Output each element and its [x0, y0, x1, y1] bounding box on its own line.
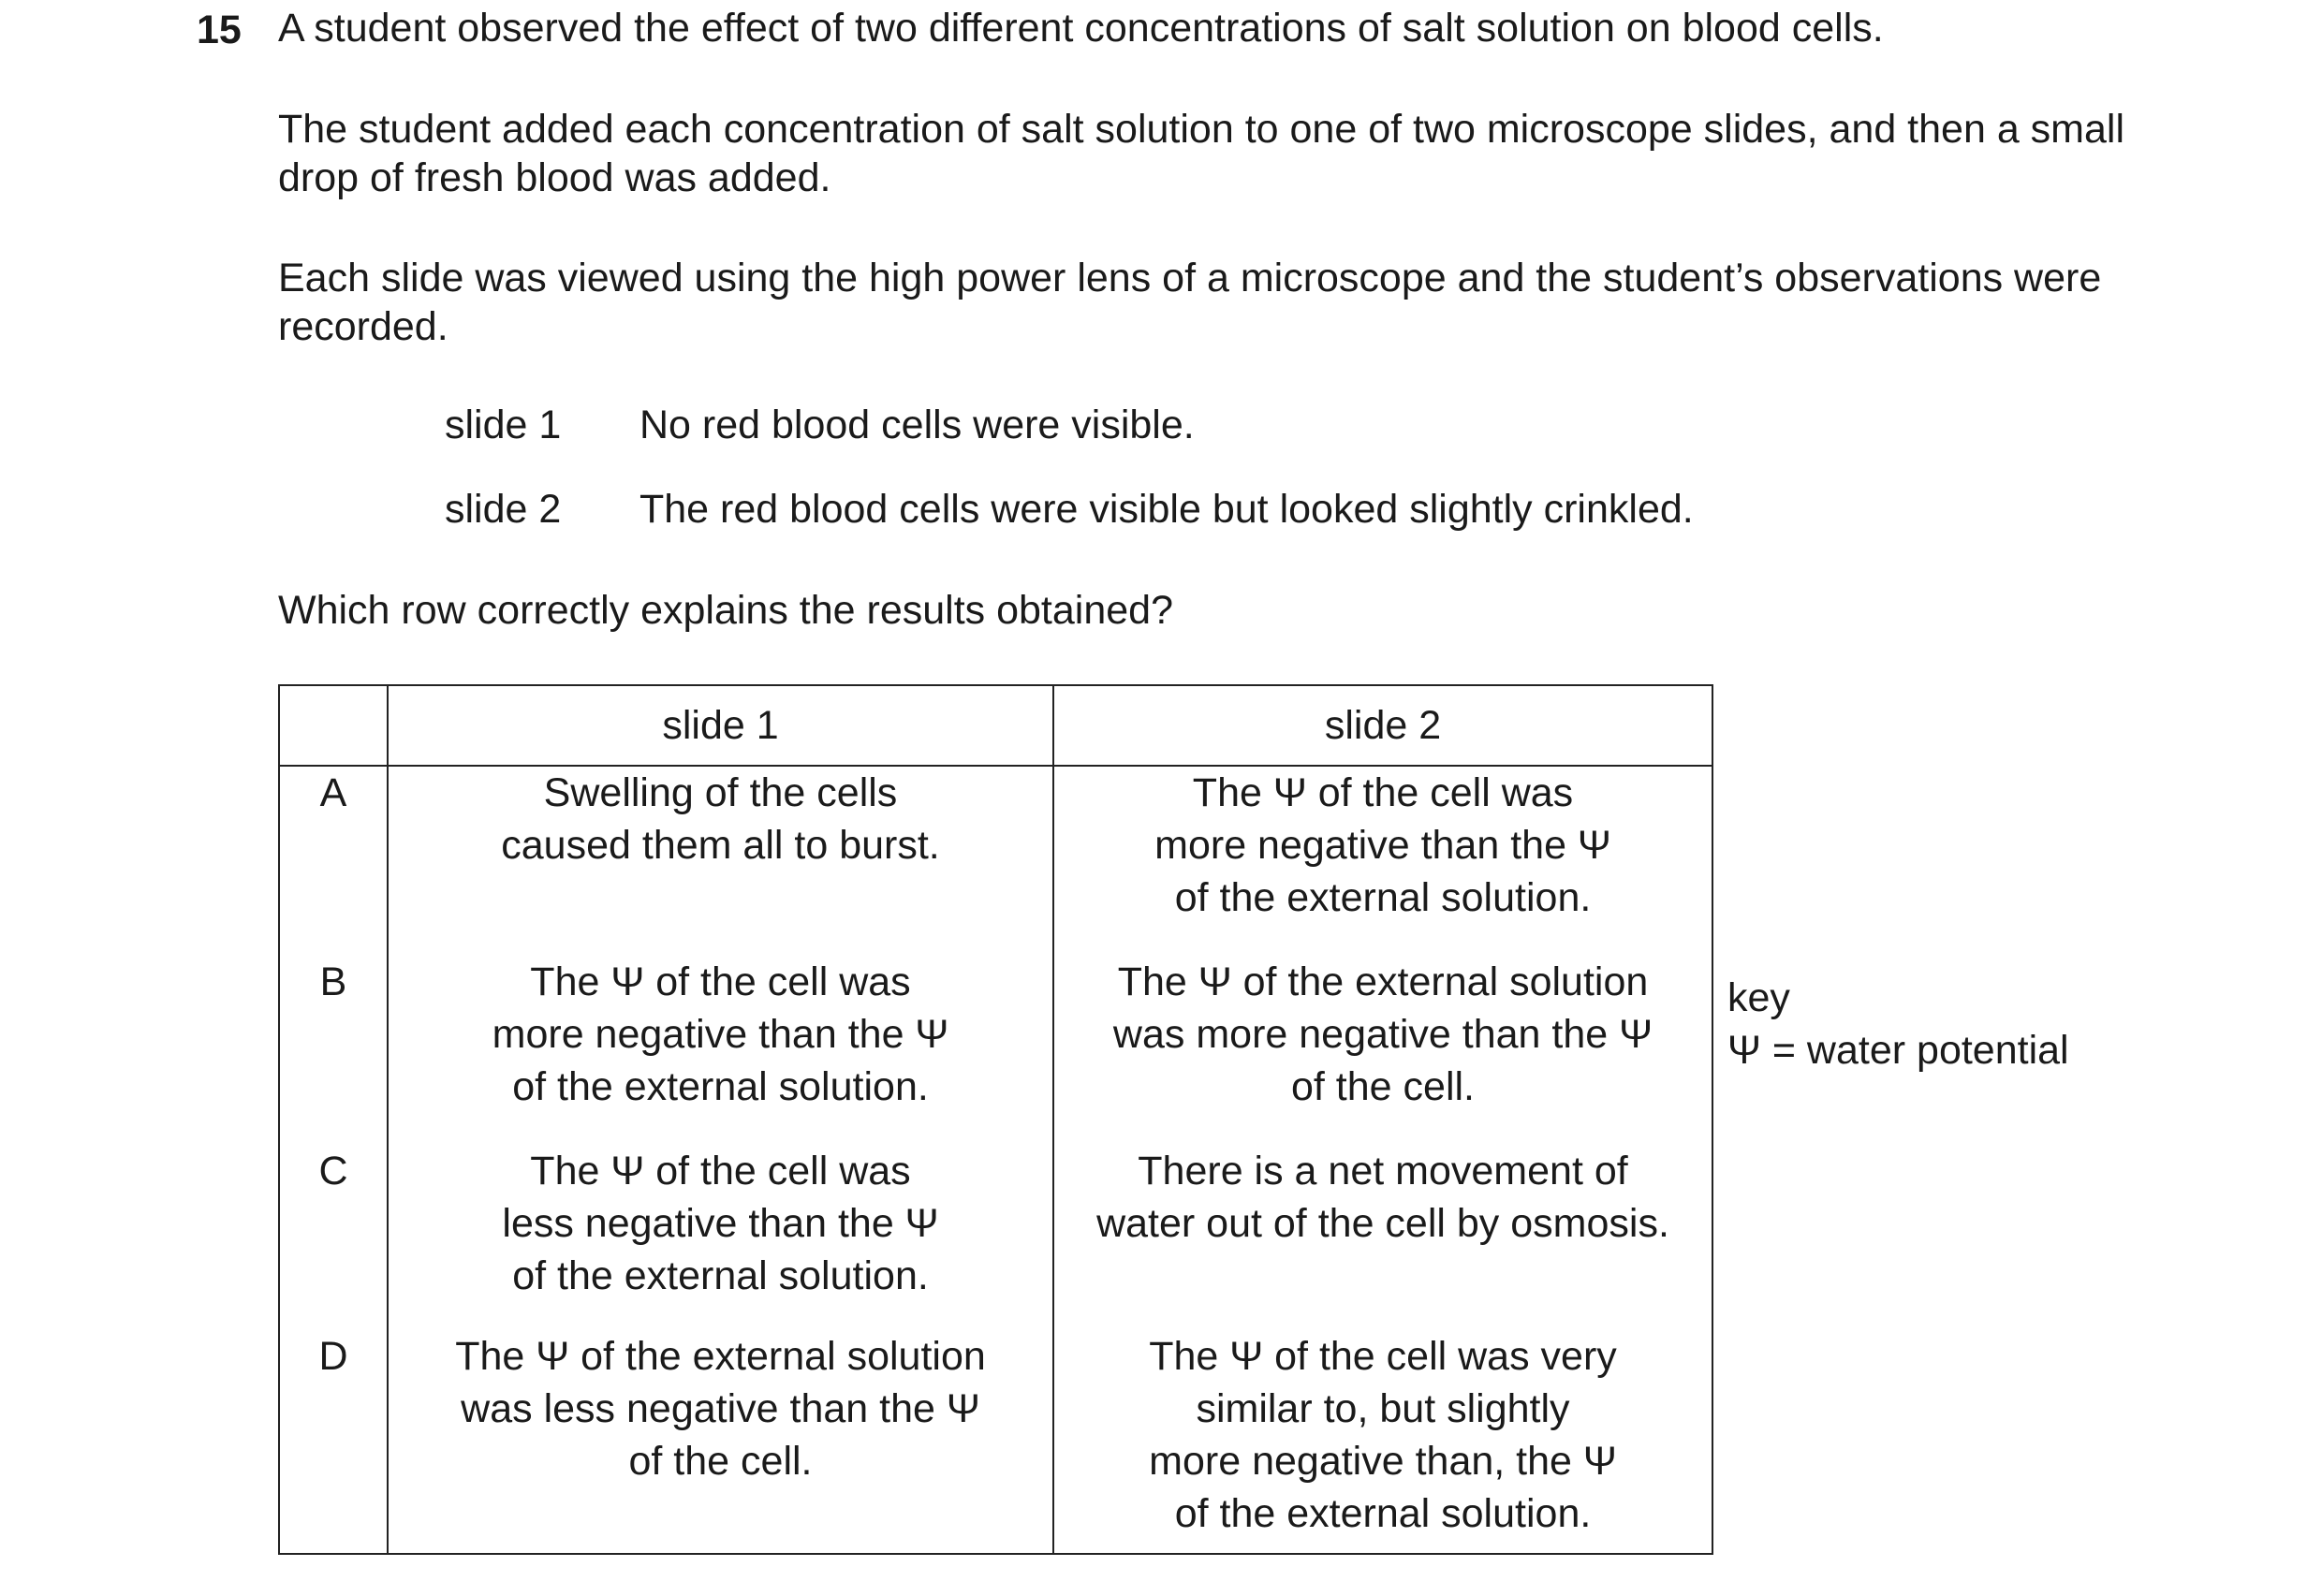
option-slide-1-explanation — [388, 766, 1053, 956]
option-slide-1-explanation — [388, 1145, 1053, 1330]
cell-line: of the external solution. — [512, 1253, 929, 1298]
cell-line: The Ψ of the cell was — [530, 1149, 911, 1193]
cell-line: of the external solution. — [1174, 875, 1592, 920]
cell-line: more negative than the Ψ — [1154, 823, 1611, 868]
option-letter: B — [279, 956, 388, 1145]
cell-line: caused them all to burst. — [501, 823, 940, 868]
option-slide-2-explanation — [1053, 1330, 1712, 1554]
cell-line: similar to, but slightly — [1196, 1386, 1570, 1431]
cell-line: of the cell. — [1291, 1064, 1475, 1109]
cell-line: The Ψ of the external solution — [455, 1334, 986, 1379]
observation-label: slide 2 — [445, 487, 562, 532]
option-slide-2-explanation — [1053, 766, 1712, 956]
question-number: 15 — [197, 7, 242, 52]
option-row-a[interactable] — [279, 766, 1712, 956]
header-slide-1: slide 1 — [388, 685, 1053, 766]
option-slide-2-explanation — [1053, 1145, 1712, 1330]
observation-slide-2 — [445, 483, 1694, 535]
question-viewing: Each slide was viewed using the high power lens of a microscope and the student’s observations were recorded. — [278, 256, 2102, 349]
option-letter: D — [279, 1330, 388, 1554]
cell-line: There is a net movement of — [1138, 1149, 1628, 1193]
cell-line: The Ψ of the cell was very — [1149, 1334, 1617, 1379]
option-letter: A — [279, 766, 388, 956]
header-slide-2: slide 2 — [1053, 685, 1712, 766]
option-letter: C — [279, 1145, 388, 1330]
key-entry: Ψ = water potential — [1727, 1028, 2069, 1073]
cell-line: Swelling of the cells — [543, 770, 898, 815]
cell-line: of the external solution. — [1174, 1491, 1592, 1536]
option-slide-1-explanation — [388, 1330, 1053, 1554]
question-intro: A student observed the effect of two different concentrations of salt solution on blood cells. — [278, 6, 1884, 51]
cell-line: of the external solution. — [512, 1064, 929, 1109]
observation-slide-1 — [445, 399, 1195, 451]
key-title: key — [1727, 975, 1790, 1020]
option-slide-2-explanation — [1053, 956, 1712, 1145]
option-row-c[interactable] — [279, 1145, 1712, 1330]
cell-line: less negative than the Ψ — [502, 1201, 939, 1246]
observation-text: The red blood cells were visible but looked slightly crinkled. — [639, 487, 1694, 532]
table-header-row — [279, 685, 1712, 766]
observation-text: No red blood cells were visible. — [639, 403, 1195, 447]
option-row-b[interactable] — [279, 956, 1712, 1145]
answer-options-table — [278, 684, 1713, 1555]
cell-line: more negative than, the Ψ — [1149, 1439, 1617, 1484]
cell-line: The Ψ of the external solution — [1117, 959, 1649, 1004]
cell-line: The Ψ of the cell was — [530, 959, 911, 1004]
cell-line: of the cell. — [628, 1439, 813, 1484]
header-letter — [279, 685, 388, 766]
question-method: The student added each concentration of salt solution to one of two microscope slides, and then a small drop of fresh blood was added. — [278, 107, 2125, 200]
cell-line: The Ψ of the cell was — [1192, 770, 1574, 815]
question-prompt: Which row correctly explains the results obtained? — [278, 588, 1173, 633]
symbol-key — [1727, 972, 2069, 1076]
observation-label: slide 1 — [445, 403, 562, 447]
cell-line: was more negative than the Ψ — [1112, 1012, 1653, 1057]
cell-line: water out of the cell by osmosis. — [1096, 1201, 1669, 1246]
option-row-d[interactable] — [279, 1330, 1712, 1554]
cell-line: was less negative than the Ψ — [461, 1386, 980, 1431]
cell-line: more negative than the Ψ — [492, 1012, 949, 1057]
option-slide-1-explanation — [388, 956, 1053, 1145]
